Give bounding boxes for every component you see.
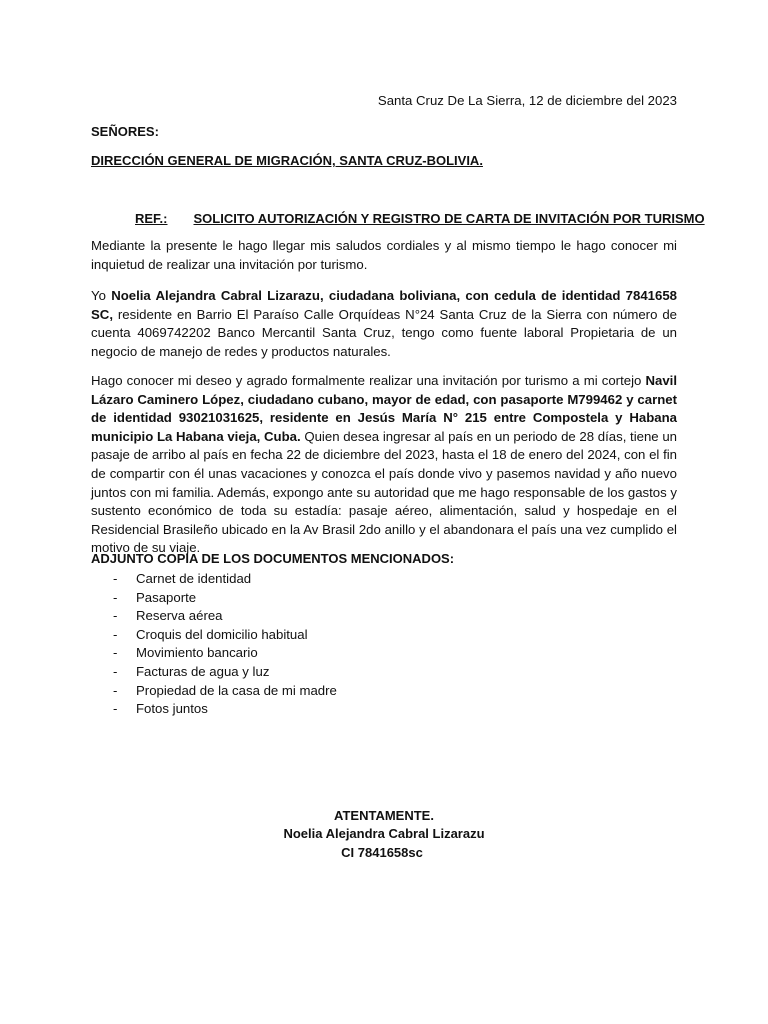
- inviter-details: residente en Barrio El Paraíso Calle Orquídeas N°24 Santa Cruz de la Sierra con número de cuenta 4069742202 Banco Mercantil Santa Cruz, tengo como fuente laboral Propietaria de un negocio de manejo de redes y productos naturales.: [91, 306, 677, 359]
- attachment-label: Fotos juntos: [136, 701, 208, 717]
- attachments-title: ADJUNTO COPIA DE LOS DOCUMENTOS MENCIONADOS:: [91, 551, 455, 566]
- signer-id: CI 7841658sc: [341, 845, 423, 860]
- paragraph-greeting: Mediante la presente le hago llegar mis saludos cordiales y al mismo tiempo le hago conocer mi inquietud de realizar una invitación por turismo.: [91, 238, 677, 272]
- attachment-label: Propiedad de la casa de mi madre: [136, 682, 337, 698]
- list-item: [91, 570, 337, 589]
- list-bullet: -: [113, 701, 118, 717]
- invitation-lead: Hago conocer mi deseo y agrado formalmente realizar una invitación por turismo a mi cortejo: [91, 373, 646, 388]
- list-item: [91, 626, 337, 645]
- list-item: [91, 682, 337, 701]
- attachment-label: Croquis del domicilio habitual: [136, 626, 308, 642]
- list-item: [91, 700, 337, 719]
- list-item: [91, 663, 337, 682]
- addressee: DIRECCIÓN GENERAL DE MIGRACIÓN, SANTA CRUZ-BOLIVIA.: [91, 153, 483, 168]
- attachment-label: Reserva aérea: [136, 608, 223, 624]
- list-bullet: -: [113, 682, 118, 698]
- signer-name: Noelia Alejandra Cabral Lizarazu: [283, 826, 485, 841]
- list-item: [91, 607, 337, 626]
- attachment-label: Movimiento bancario: [136, 645, 258, 661]
- reference-line: [135, 211, 705, 226]
- list-bullet: -: [113, 645, 118, 661]
- closing: ATENTAMENTE.: [334, 808, 434, 823]
- ref-subject: SOLICITO AUTORIZACIÓN Y REGISTRO DE CARTA DE INVITACIÓN POR TURISMO: [193, 211, 705, 226]
- list-bullet: -: [113, 663, 118, 679]
- list-bullet: -: [113, 626, 118, 642]
- salutation: SEÑORES:: [91, 124, 159, 139]
- list-item: [91, 644, 337, 663]
- list-bullet: -: [113, 589, 118, 605]
- invitation-details: Quien desea ingresar al país en un periodo de 28 días, tiene un pasaje de arribo al país en fecha 22 de diciembre del 2023, hasta el 18 de enero del 2024, con el fin de compartir con él unas vacaciones y conozca el país donde vivo y pasemos navidad y año nuevo juntos con mi familia. Además, expongo ante su autoridad que me hago responsable de los gastos y sustento económico de toda su estadía: pasaje aéreo, alimentación, salud y hospedaje en el Residencial Brasileño ubicado en la Av Brasil 2do anillo y el abandonara el país una vez cumplido el motivo de su viaje.: [91, 428, 677, 556]
- paragraph-inviter: [91, 287, 677, 361]
- inviter-identity: Noelia Alejandra Cabral Lizarazu, ciudadana boliviana, con cedula de identidad 7841658 SC,: [91, 288, 677, 322]
- paragraph-invitation: [91, 372, 677, 558]
- list-bullet: -: [113, 571, 118, 586]
- ref-label: REF.:: [135, 211, 168, 226]
- attachment-label: Carnet de identidad: [136, 571, 252, 586]
- attachments-list: [91, 570, 337, 719]
- inviter-lead: Yo: [91, 288, 112, 303]
- date-line: Santa Cruz De La Sierra, 12 de diciembre del 2023: [377, 93, 677, 108]
- list-item: [91, 589, 337, 608]
- invitee-identity: Navil Lázaro Caminero López, ciudadano cubano, mayor de edad, con pasaporte M799462 y carnet de identidad 93021031625, residente en Jesús María N° 215 entre Compostela y Habana municipio La Habana vieja, Cuba.: [91, 373, 677, 444]
- attachment-label: Pasaporte: [136, 589, 197, 605]
- attachment-label: Facturas de agua y luz: [136, 663, 270, 679]
- list-bullet: -: [113, 608, 118, 624]
